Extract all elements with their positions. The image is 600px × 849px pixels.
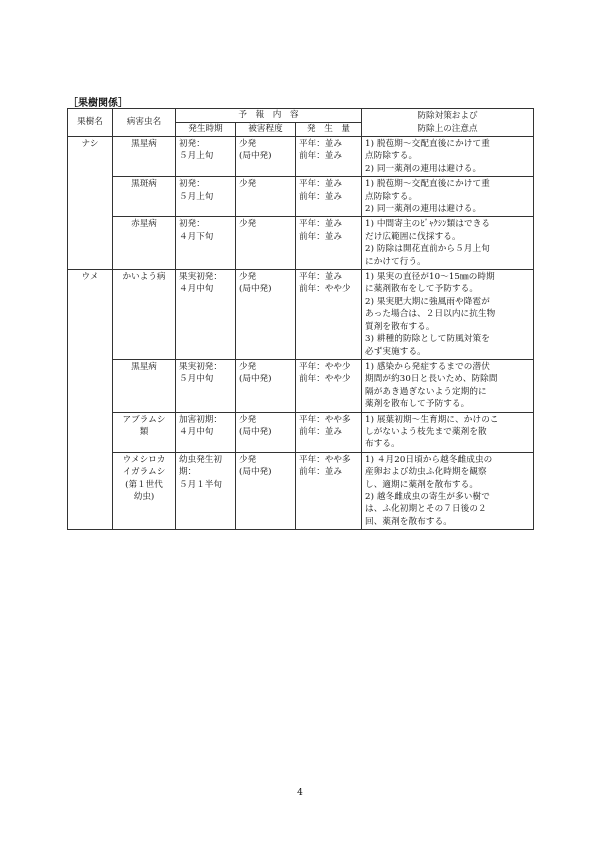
period-line: 初発：: [179, 139, 205, 149]
amount-line: 平年：並み: [299, 139, 342, 149]
damage-line: 少発: [239, 414, 257, 425]
damage-line: 少発: [239, 219, 257, 230]
measures-line: 回、薬剤を散布する。: [365, 516, 452, 527]
damage-line: (局中発): [239, 374, 272, 385]
header-forecast: 予 報 内 容: [176, 109, 362, 123]
pest-cell: [113, 270, 176, 360]
period-line: ４月下旬: [179, 231, 214, 242]
measures-line: 1) 感染から発症するまでの潜伏: [365, 361, 490, 372]
damage-line: 少発: [239, 361, 257, 372]
pest-cell: [113, 177, 176, 217]
damage-cell: [236, 177, 296, 217]
period-line: ５月上旬: [179, 191, 214, 202]
measures-line: にかけて行う。: [365, 256, 426, 267]
section-title: ［果樹関係］: [68, 98, 128, 109]
measures-line: あった場合は、２日以内に抗生物: [365, 309, 496, 320]
damage-line: (局中発): [239, 151, 272, 162]
period-cell: [176, 137, 236, 177]
amount-line: 前年：やや少: [299, 374, 351, 385]
measures-line: 1) 脱苞期～交配直後にかけて重: [365, 179, 490, 190]
pest-line: 黒斑病: [131, 179, 157, 190]
pest-line: 幼虫): [133, 491, 155, 502]
period-cell: [176, 359, 236, 412]
pest-line: イガラムシ: [122, 467, 166, 478]
measures-line: 1) ４月20日頃から越冬雌成虫の: [365, 454, 493, 465]
table-row: [68, 270, 534, 360]
tree-name-cell: ナシ: [68, 137, 113, 270]
table-row: [68, 137, 534, 177]
amount-cell: [296, 270, 362, 360]
header-damage: 被害程度: [236, 123, 296, 137]
pest-line: アブラムシ: [122, 414, 166, 425]
measures-cell: [362, 452, 534, 529]
damage-line: (局中発): [239, 426, 272, 437]
amount-line: 平年：並み: [299, 272, 342, 283]
measures-line: 質剤を散布する。: [365, 321, 435, 332]
amount-line: 前年：並み: [299, 151, 342, 162]
measures-cell: [362, 177, 534, 217]
amount-cell: [296, 177, 362, 217]
measures-line: 1) 果実の直径が10～15㎜の時期: [365, 272, 495, 283]
amount-line: 平年：やや少: [299, 361, 351, 372]
tree-name-cell: ウメ: [68, 270, 113, 530]
amount-line: 平年：並み: [299, 179, 342, 190]
measures-line: 薬剤を散布して予防する。: [365, 399, 470, 410]
amount-line: 平年：やや多: [299, 414, 351, 425]
measures-line: し、適期に薬剤を散布する。: [365, 479, 479, 490]
header-period: 発生時期: [176, 123, 236, 137]
damage-line: 少発: [239, 139, 257, 149]
period-line: 期：: [179, 467, 197, 478]
measures-line: 必ず実施する。: [365, 346, 426, 357]
measures-cell: [362, 359, 534, 412]
measures-line: 産卵および幼虫ふ化時期を観察: [365, 467, 487, 478]
pest-line: 黒星病: [131, 361, 157, 372]
measures-line: に薬剤散布をして予防する。: [365, 284, 479, 295]
measures-line: 2) 同一薬剤の連用は避ける。: [365, 204, 482, 215]
pest-cell: [113, 452, 176, 529]
header-amount: 発 生 量: [296, 123, 362, 137]
measures-line: 2) 越冬雌成虫の寄生が多い樹で: [365, 491, 490, 502]
amount-cell: [296, 412, 362, 452]
pest-line: 黒星病: [131, 139, 157, 149]
period-cell: [176, 217, 236, 270]
table-body: [68, 137, 534, 530]
measures-cell: [362, 270, 534, 360]
damage-cell: [236, 270, 296, 360]
measures-line: は、ふ化初期とその７日後の２: [365, 504, 487, 515]
table-row: [68, 452, 534, 529]
amount-cell: [296, 137, 362, 177]
pest-forecast-table: [67, 108, 534, 530]
measures-line: 2) 同一薬剤の連用は避ける。: [365, 163, 482, 174]
damage-line: 少発: [239, 179, 257, 190]
amount-cell: [296, 359, 362, 412]
table-row: [68, 359, 534, 412]
pest-line: (第１世代: [125, 479, 163, 490]
pest-line: 類: [139, 426, 149, 437]
header-pest: 病害虫名: [113, 109, 176, 137]
period-cell: [176, 452, 236, 529]
damage-line: 少発: [239, 272, 257, 283]
measures-cell: [362, 217, 534, 270]
header-tree: 果樹名: [68, 109, 113, 137]
damage-cell: [236, 452, 296, 529]
damage-cell: [236, 359, 296, 412]
damage-cell: [236, 217, 296, 270]
measures-line: 2) 防除は開花直前から５月上旬: [365, 244, 490, 255]
table-row: [68, 412, 534, 452]
pest-cell: [113, 137, 176, 177]
measures-line: 点防除する。: [365, 151, 418, 162]
period-line: 幼虫発生初: [179, 454, 222, 465]
amount-line: 前年：並み: [299, 191, 342, 202]
pest-cell: [113, 359, 176, 412]
period-line: 加害初期：: [179, 414, 222, 425]
table-row: [68, 177, 534, 217]
period-line: ５月１半旬: [179, 479, 222, 490]
period-cell: [176, 270, 236, 360]
amount-line: 前年：やや少: [299, 284, 351, 295]
measures-line: 1) 脱苞期～交配直後にかけて重: [365, 139, 490, 149]
header-measures-line2: 防除上の注意点: [417, 123, 478, 134]
period-line: ５月上旬: [179, 151, 214, 162]
measures-line: だけ広範囲に伐採する。: [365, 231, 461, 242]
pest-line: かいよう病: [122, 272, 166, 283]
amount-cell: [296, 452, 362, 529]
measures-line: 隔があき過ぎないよう定期的に: [365, 386, 487, 397]
period-line: 果実初発：: [179, 361, 222, 372]
damage-cell: [236, 412, 296, 452]
period-line: ５月中旬: [179, 374, 214, 385]
header-measures: [362, 109, 534, 137]
measures-line: 点防除する。: [365, 191, 418, 202]
period-cell: [176, 177, 236, 217]
measures-line: 3) 耕種的防除として防風対策を: [365, 334, 490, 345]
pest-line: ウメシロカ: [122, 454, 166, 465]
pest-cell: [113, 217, 176, 270]
damage-line: (局中発): [239, 284, 272, 295]
damage-line: 少発: [239, 454, 257, 465]
amount-line: 前年：並み: [299, 231, 342, 242]
measures-line: しがないよう枝先まで薬剤を散: [365, 426, 487, 437]
period-line: 果実初発：: [179, 272, 222, 283]
measures-line: 2) 果実肥大期に強風雨や降雹が: [365, 296, 490, 307]
measures-cell: [362, 137, 534, 177]
page-number: 4: [297, 788, 303, 798]
period-cell: [176, 412, 236, 452]
measures-line: 期間が約30日と長いため、防除間: [365, 374, 498, 385]
header-measures-line1: 防除対策および: [417, 111, 478, 122]
damage-line: (局中発): [239, 467, 272, 478]
pest-cell: [113, 412, 176, 452]
measures-cell: [362, 412, 534, 452]
measures-line: 1) 展葉初期～生育期に、かけのこ: [365, 414, 499, 425]
period-line: ４月中旬: [179, 426, 214, 437]
period-line: ４月中旬: [179, 284, 214, 295]
amount-line: 前年：並み: [299, 467, 342, 478]
amount-cell: [296, 217, 362, 270]
table-row: [68, 217, 534, 270]
amount-line: 前年：並み: [299, 426, 342, 437]
amount-line: 平年：やや多: [299, 454, 351, 465]
measures-line: 1) 中間寄主のﾋﾞｬｸｼﾝ類はできる: [365, 219, 491, 230]
damage-cell: [236, 137, 296, 177]
pest-line: 赤星病: [131, 219, 157, 230]
amount-line: 平年：並み: [299, 219, 342, 230]
period-line: 初発：: [179, 179, 205, 190]
period-line: 初発：: [179, 219, 205, 230]
measures-line: 布する。: [365, 439, 400, 450]
